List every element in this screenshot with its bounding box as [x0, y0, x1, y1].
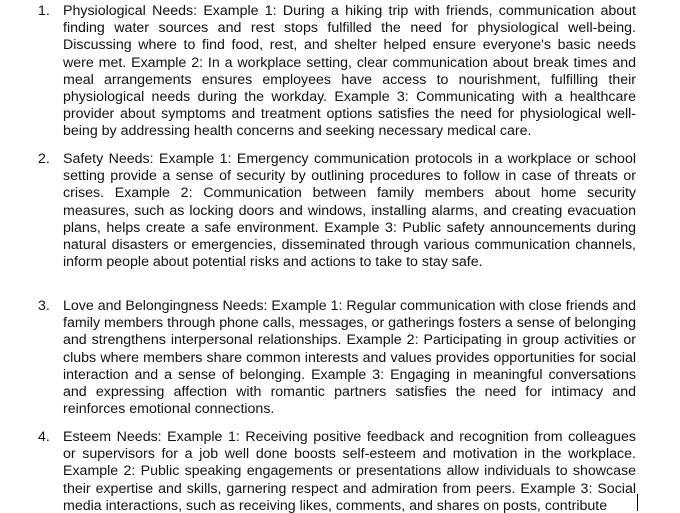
list-item [38, 298, 636, 418]
list-item [38, 429, 636, 513]
list-item-number: 2. [38, 151, 50, 167]
list-item-text: Esteem Needs: Example 1: Receiving positive feedback and recognition from colleagues or supervisors for a job well done boosts self-esteem and motivation in the workplace. Example 2: Public speaking engagements or presentations allow individuals to showcase their expertise and skills, garnering respect and admiration from peers. Example 3: Social media interactions, such as receiving likes, comments, and shares on posts, contribute [63, 429, 636, 513]
text-cursor [637, 494, 638, 511]
list-item [38, 151, 636, 271]
list-item-text: Love and Belongingness Needs: Example 1: Regular communication with close friends and family members through phone calls, messages, or gatherings fosters a sense of belonging and strengthens interpersonal relationships. Example 2: Participating in group activities or clubs where members share common interests and values provides opportunities for social interaction and a sense of belonging. Example 3: Engaging in meaningful conversations and expressing affection with romantic partners satisfies the need for intimacy and reinforces emotional connections. [63, 298, 636, 418]
list-item-text: Safety Needs: Example 1: Emergency communication protocols in a workplace or school setting provide a sense of security by outlining procedures to follow in case of threats or crises. Example 2: Communication between family members about home security measures, such as locking doors and windows, installing alarms, and creating evacuation plans, helps create a safe environment. Example 3: Public safety announcements during natural disasters or emergencies, disseminated through various communication channels, inform people about potential risks and actions to take to stay safe. [63, 151, 636, 271]
list-item [38, 3, 636, 141]
list-item-number: 4. [38, 429, 50, 445]
list-item-number: 1. [38, 3, 50, 19]
list-item-text: Physiological Needs: Example 1: During a hiking trip with friends, communication about finding water sources and rest stops fulfilled the need for physiological well-being. Discussing where to find food, rest, and shelter helped ensure everyone's basic needs were met. Example 2: In a workplace setting, clear communication about break times and meal arrangements ensures employees have access to nourishment, fulfilling their physiological needs during the workday. Example 3: Communicating with a healthcare provider about symptoms and treatment options satisfies the need for physiological well-being by addressing health concerns and seeking necessary medical care. [63, 3, 636, 140]
list-item-number: 3. [38, 298, 50, 314]
